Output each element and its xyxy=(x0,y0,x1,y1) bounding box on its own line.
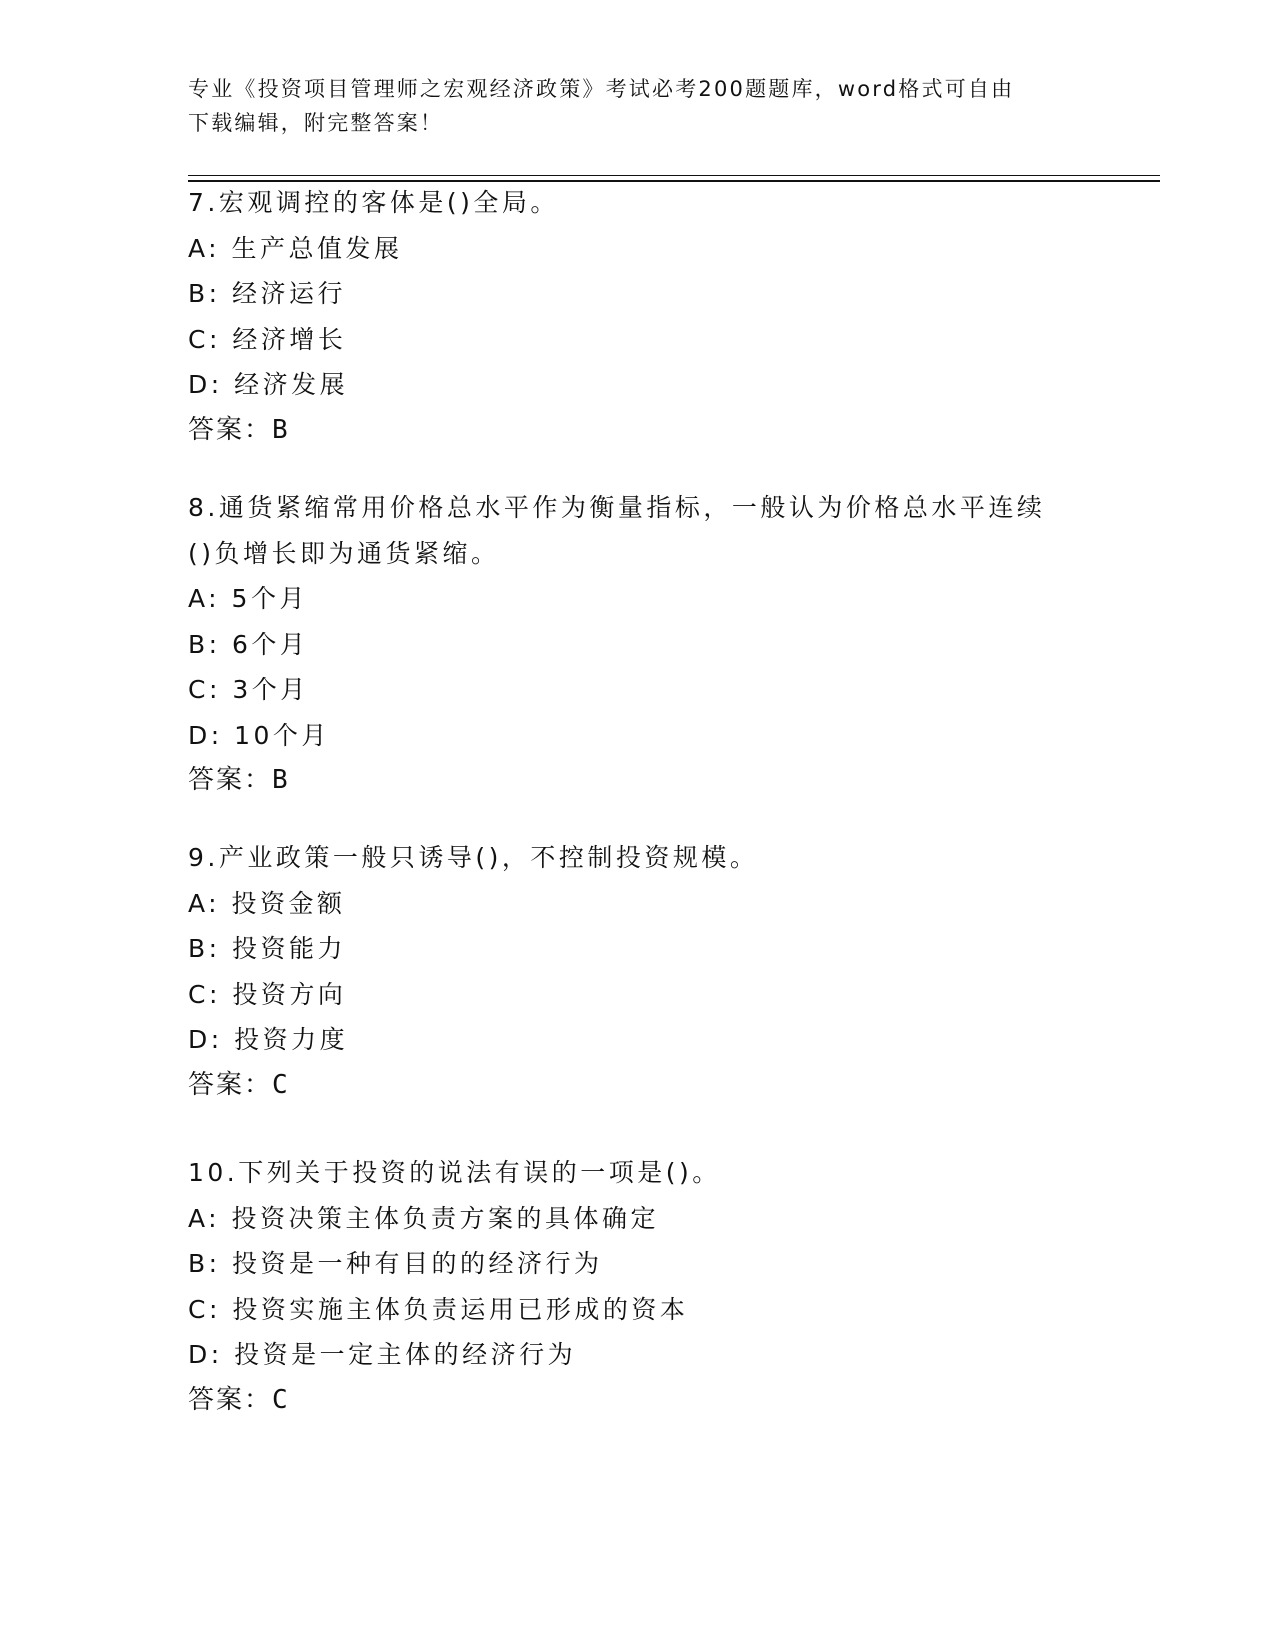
answer-line xyxy=(188,1063,1088,1109)
question-stem: 9.产业政策一般只诱导()，不控制投资规模。 xyxy=(188,843,759,872)
question-block xyxy=(188,180,1088,453)
question-stem: 8.通货紧缩常用价格总水平作为衡量指标，一般认为价格总水平连续 xyxy=(188,493,1046,522)
question-stem-continued: ()负增长即为通货紧缩。 xyxy=(188,538,500,568)
option-c: C: 经济增长 xyxy=(188,324,347,354)
option-a: A: 生产总值发展 xyxy=(188,233,403,263)
question-block xyxy=(188,485,1088,804)
header-line-2: 下载编辑，附完整答案！ xyxy=(188,111,444,135)
answer-value: C xyxy=(272,1384,288,1415)
option-c: C: 投资方向 xyxy=(188,979,347,1009)
answer-line xyxy=(188,1378,1088,1424)
answer-value: C xyxy=(272,1069,288,1100)
option-c: C: 3个月 xyxy=(188,675,309,704)
answer-line xyxy=(188,758,1088,804)
option-d: D: 投资是一定主体的经济行为 xyxy=(188,1340,577,1369)
option-d: D: 10个月 xyxy=(188,720,330,750)
header-line-1: 专业《投资项目管理师之宏观经济政策》考试必考200题题库，word格式可自由 xyxy=(188,77,1015,101)
question-block xyxy=(188,1150,1088,1423)
option-b: B: 6个月 xyxy=(188,629,309,659)
option-c: C: 投资实施主体负责运用已形成的资本 xyxy=(188,1294,689,1324)
option-b: B: 投资能力 xyxy=(188,934,347,963)
option-a: A: 5个月 xyxy=(188,584,308,613)
answer-value: B xyxy=(272,414,288,445)
answer-label: 答案： xyxy=(188,765,273,795)
option-b: B: 投资是一种有目的的经济行为 xyxy=(188,1249,603,1278)
header-divider-thin xyxy=(188,175,1160,176)
option-a: A: 投资决策主体负责方案的具体确定 xyxy=(188,1203,660,1233)
answer-label: 答案： xyxy=(188,414,273,445)
option-d: D: 投资力度 xyxy=(188,1025,349,1054)
document-header xyxy=(188,72,1068,140)
question-block xyxy=(188,835,1088,1108)
question-stem: 7.宏观调控的客体是()全局。 xyxy=(188,188,559,217)
question-stem: 10.下列关于投资的说法有误的一项是()。 xyxy=(188,1158,721,1187)
answer-value: B xyxy=(272,765,288,795)
option-a: A: 投资金额 xyxy=(188,888,346,918)
answer-line xyxy=(188,408,1088,454)
option-d: D: 经济发展 xyxy=(188,370,349,399)
option-b: B: 经济运行 xyxy=(188,279,347,308)
answer-label: 答案： xyxy=(188,1384,273,1415)
answer-label: 答案： xyxy=(188,1069,273,1100)
